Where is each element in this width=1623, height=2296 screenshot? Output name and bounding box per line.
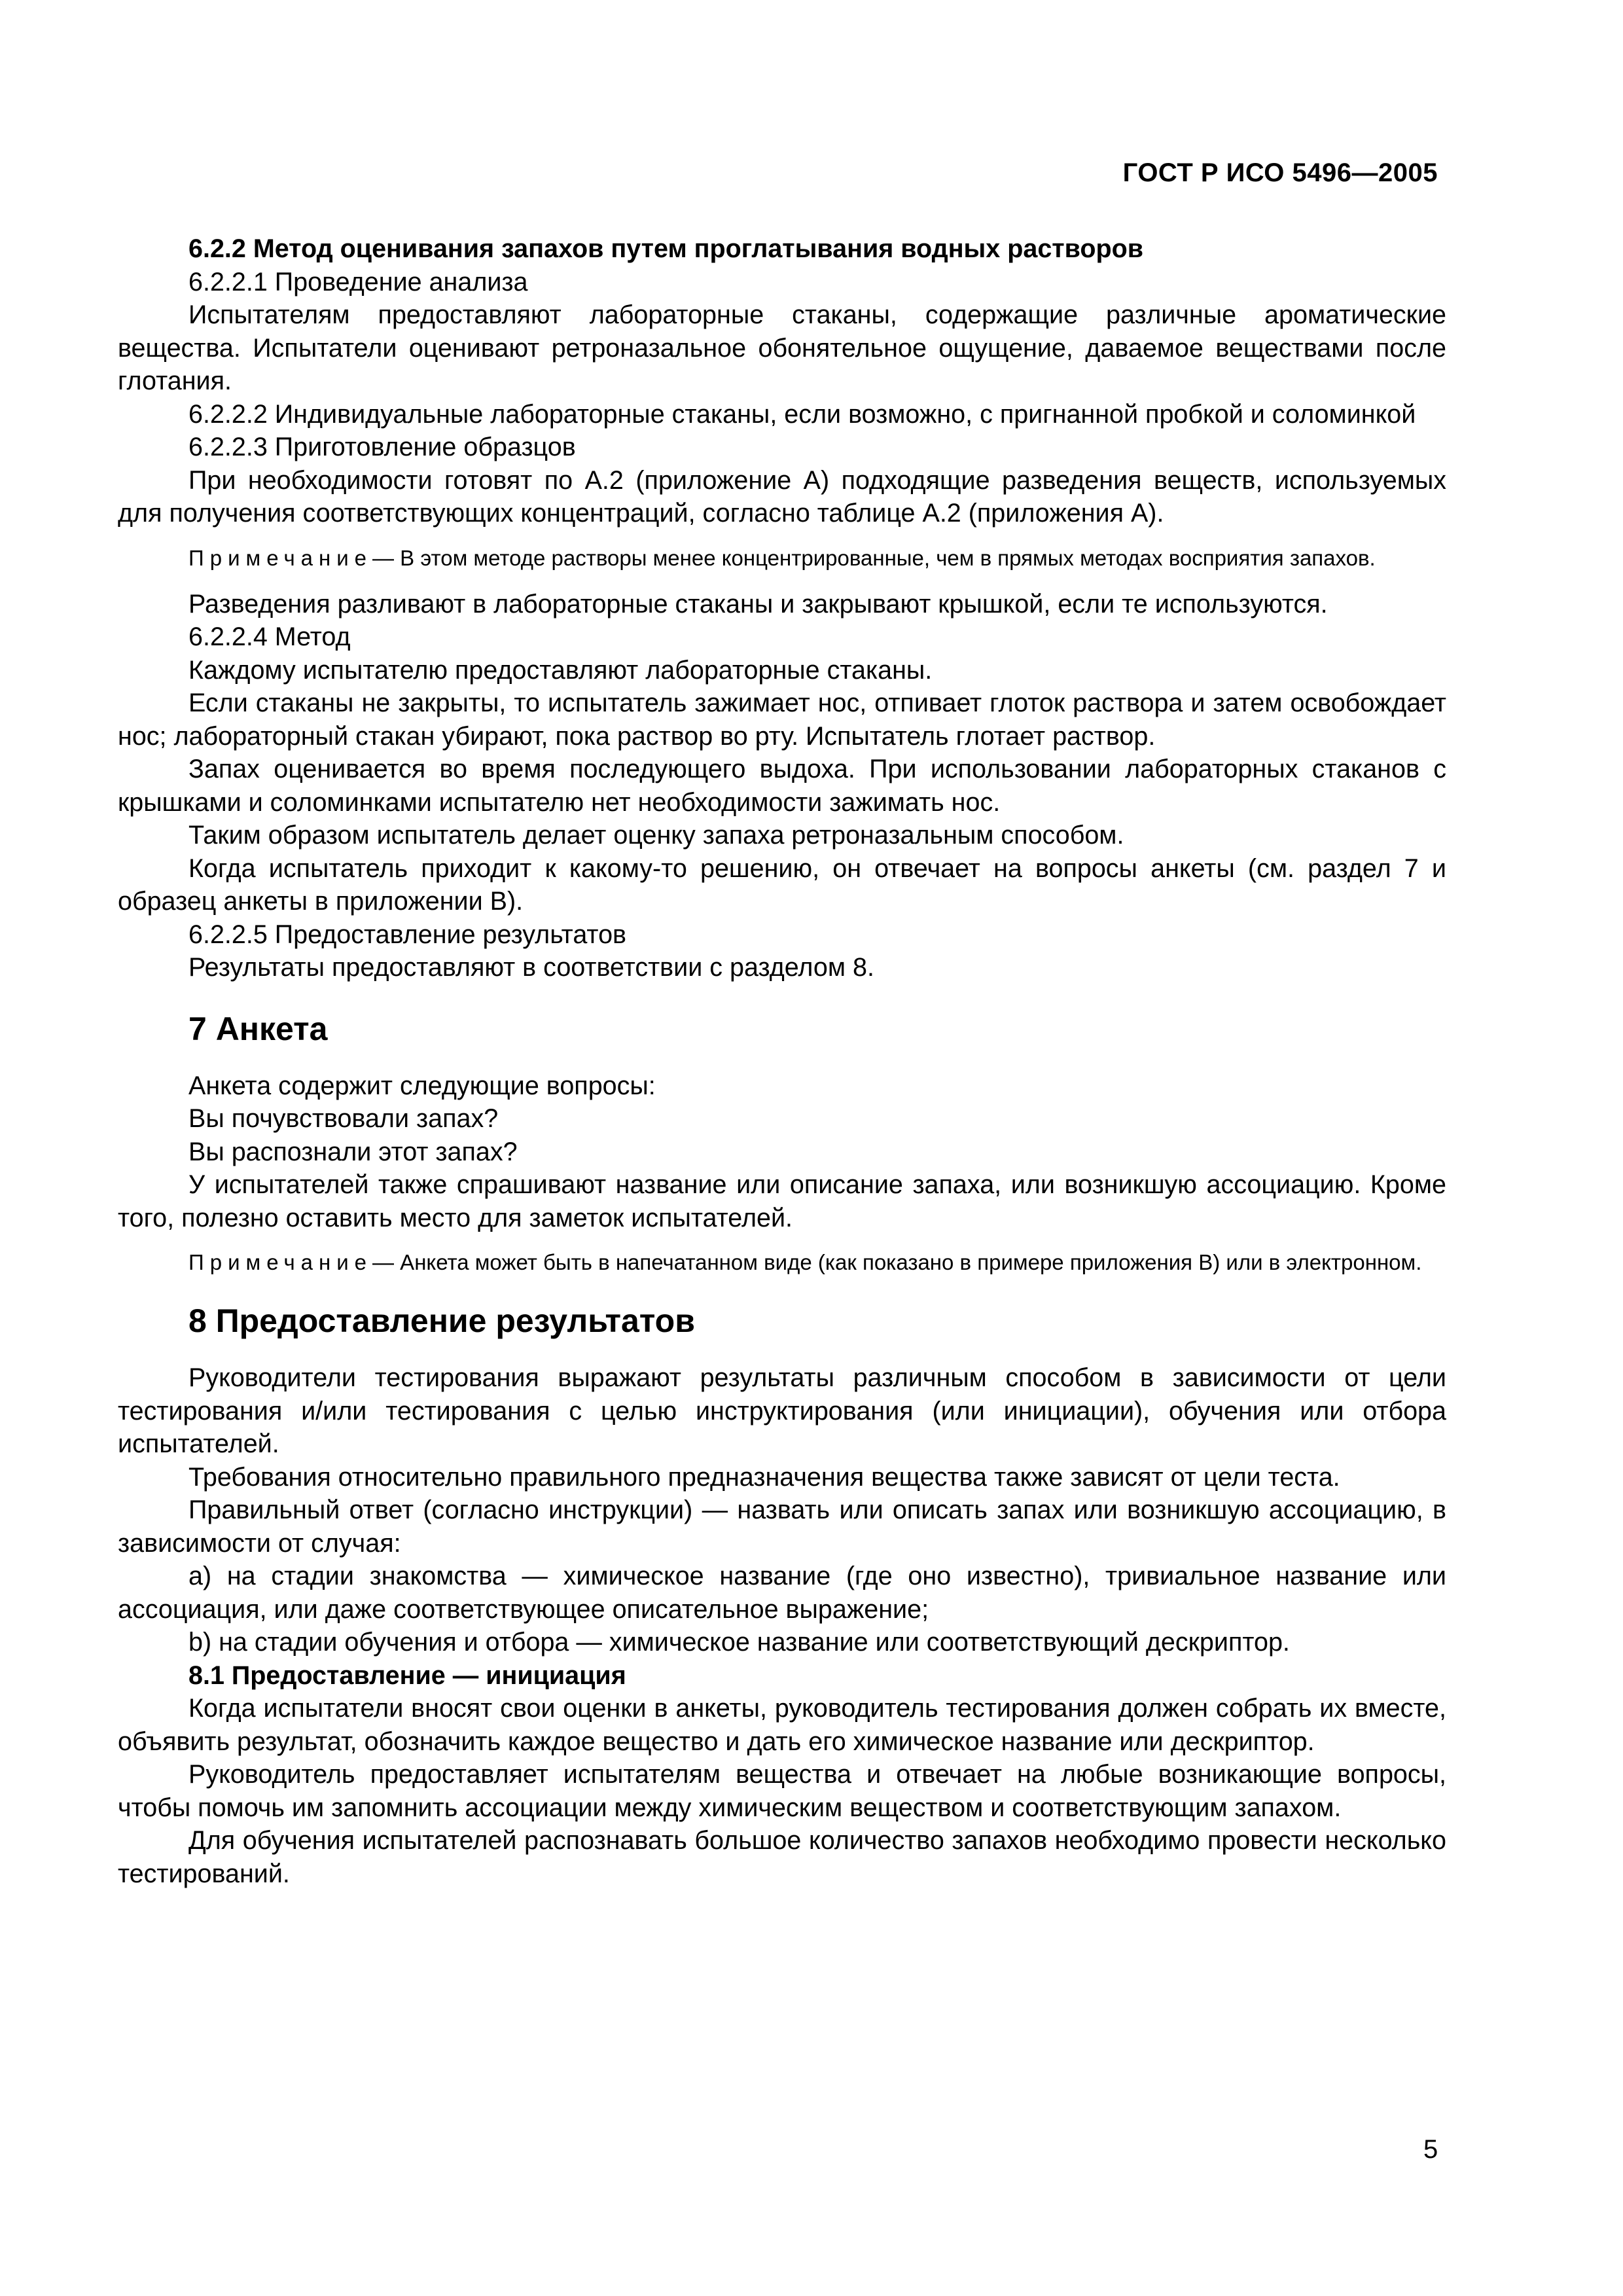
paragraph: У испытателей также спрашивают название или описание запаха, или возникшую ассоциацию. Кроме того, полезно оставить место для заметок испытателей. <box>118 1170 1446 1232</box>
paragraph: Таким образом испытатель делает оценку запаха ретроназальным способом. <box>188 821 1124 850</box>
list-item-a: a) на стадии знакомства — химическое название (где оно известно), тривиальное название или ассоциация, или даже соответствующее описательное выражение; <box>118 1562 1446 1624</box>
paragraph: Запах оценивается во время последующего выдоха. При использовании лабораторных стаканов с крышками и соломинками испытателю нет необходимости зажимать нос. <box>118 755 1446 817</box>
paragraph: Когда испытатель приходит к какому-то решению, он отвечает на вопросы анкеты (см. раздел 7 и образец анкеты в приложении В). <box>118 853 1446 916</box>
document-header: ГОСТ Р ИСО 5496—2005 <box>1122 158 1438 187</box>
paragraph: Для обучения испытателей распознавать большое количество запахов необходимо провести несколько тестирований. <box>118 1826 1446 1888</box>
paragraph: Вы почувствовали запах? <box>188 1104 499 1133</box>
note-text: — Анкета может быть в напечатанном виде (как показано в примере приложения В) или в электронном. <box>372 1250 1422 1274</box>
note-label: Примечание <box>188 1250 373 1274</box>
paragraph: Правильный ответ (согласно инструкции) — назвать или описать запах или возникшую ассоциацию, в зависимости от случая: <box>118 1496 1446 1558</box>
section-heading-7: 7 Анкета <box>188 1010 328 1047</box>
document-body <box>118 232 1446 1890</box>
note-label: Примечание <box>188 545 373 570</box>
paragraph: 6.2.2.2 Индивидуальные лабораторные стаканы, если возможно, с пригнанной пробкой и соломинкой <box>188 399 1416 429</box>
page-number: 5 <box>1423 2135 1438 2164</box>
paragraph: Когда испытатели вносят свои оценки в анкеты, руководитель тестирования должен собрать их вместе, объявить результат, обозначить каждое вещество и дать его химическое название или дескриптор. <box>118 1694 1446 1756</box>
paragraph: Требования относительно правильного предназначения вещества также зависят от цели теста. <box>188 1462 1340 1492</box>
note-text: — В этом методе растворы менее концентрированные, чем в прямых методах восприятия запахов. <box>372 545 1376 570</box>
paragraph: Результаты предоставляют в соответствии с разделом 8. <box>188 953 874 982</box>
paragraph: Руководители тестирования выражают результаты различным способом в зависимости от цели тестирования и/или тестирования с целью инструктирования (или инициации), обучения или отбора испытателей. <box>118 1363 1446 1458</box>
paragraph: Если стаканы не закрыты, то испытатель зажимает нос, отпивает глоток раствора и затем освобождает нос; лабораторный стакан убирают, пока раствор во рту. Испытатель глотает раствор. <box>118 689 1446 751</box>
subsection-heading-6-2-2: 6.2.2 Метод оценивания запахов путем проглатывания водных растворов <box>188 234 1144 263</box>
paragraph: При необходимости готовят по А.2 (приложение А) подходящие разведения веществ, используемых для получения соответствующих концентраций, согласно таблице А.2 (приложения А). <box>118 465 1446 528</box>
note <box>118 545 1446 572</box>
paragraph: Руководитель предоставляет испытателям вещества и отвечает на любые возникающие вопросы, чтобы помочь им запомнить ассоциации между химическим веществом и соответствующим запахом. <box>118 1760 1446 1822</box>
note <box>118 1249 1446 1276</box>
paragraph: 6.2.2.5 Предоставление результатов <box>188 920 627 949</box>
paragraph: 6.2.2.4 Метод <box>188 622 351 651</box>
paragraph: Каждому испытателю предоставляют лабораторные стаканы. <box>188 655 933 685</box>
paragraph: Анкета содержит следующие вопросы: <box>188 1071 656 1100</box>
subsection-heading-8-1: 8.1 Предоставление — инициация <box>188 1660 626 1690</box>
paragraph: 6.2.2.3 Приготовление образцов <box>188 433 576 461</box>
paragraph: Вы распознали этот запах? <box>188 1137 518 1166</box>
paragraph: Испытателям предоставляют лабораторные стаканы, содержащие различные ароматические вещества. Испытатели оценивают ретроназальное обонятельное ощущение, даваемое веществами после глотания. <box>118 300 1446 395</box>
list-item-b: b) на стадии обучения и отбора — химическое название или соответствующий дескриптор. <box>188 1628 1290 1657</box>
section-heading-8: 8 Предоставление результатов <box>188 1302 695 1339</box>
paragraph: Разведения разливают в лабораторные стаканы и закрывают крышкой, если те используются. <box>188 589 1328 619</box>
paragraph: 6.2.2.1 Проведение анализа <box>188 267 528 296</box>
